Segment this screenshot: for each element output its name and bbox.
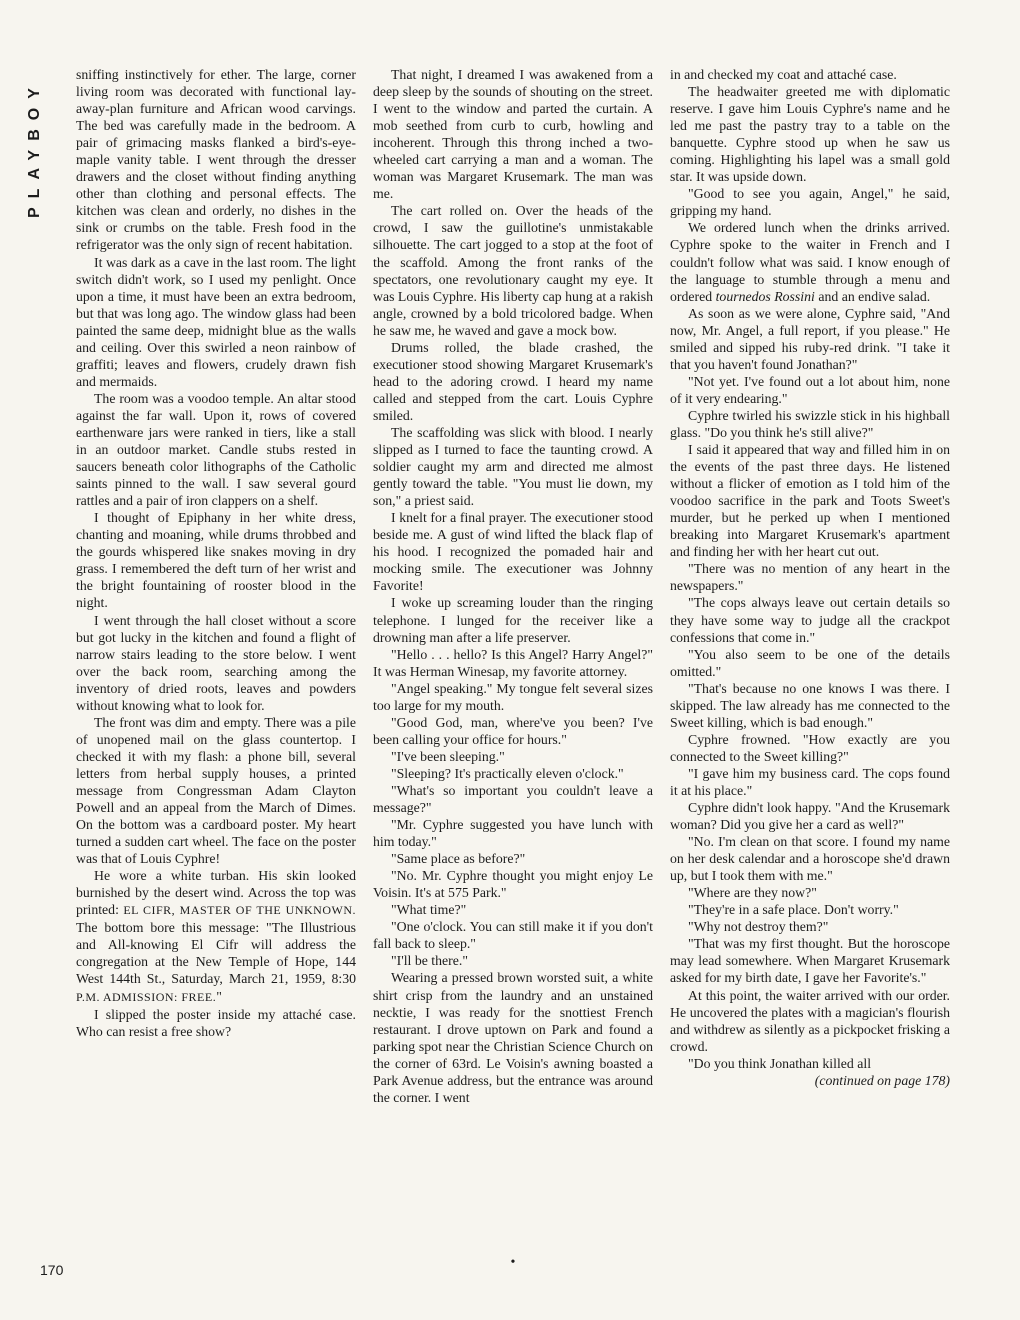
text-run: and an endive salad. [814,288,931,304]
text-run: The bottom bore this message: "The Illustrious and All-knowing El Cifr will address the congregation at the New Temple of Hope, 144 West 144th St., Saturday, March 21, 1959, 8:30 [76,920,356,987]
paragraph: I knelt for a final prayer. The executioner stood beside me. A gust of wind lifted the black flap of his hood. I recognized the pomaded hair and mocking smile. The executioner was Johnny Favorite! [373,510,653,594]
paragraph: "The cops always leave out certain details so they have some way to judge all the crackpot confessions that come in." [670,595,950,645]
paragraph: "I gave him my business card. The cops found it at his place." [670,765,950,798]
column-3 [670,66,950,1089]
paragraph: "Good to see you again, Angel," he said, gripping my hand. [670,186,950,219]
paragraph: "I've been sleeping." [391,748,505,764]
continued-line: (continued on page 178) [814,1072,950,1088]
paragraph [76,867,356,1005]
paragraph: Wearing a pressed brown worsted suit, a white shirt crisp from the laundry and an unstained necktie, I was ready for the snottiest French restaurant. I drove uptown on Park and found a parking spot near the Christian Science Church on the corner of 63rd. Le Voisin's awning boasted a Park Avenue address, but the entrance was around the corner. I went [373,970,653,1105]
paragraph: That night, I dreamed I was awakened from a deep sleep by the sounds of shouting on the street. I went to the window and parted the curtain. A mob seethed from curb to curb, howling and incoherent. Through this throng inched a two-wheeled cart carrying a man and a woman. The woman was Margaret Krusemark. The man was me. [373,67,653,202]
paragraph: The front was dim and empty. There was a pile of unopened mail on the glass countertop. I checked it with my flash: a phone bill, several letters from herbal supply houses, a printed message from Congressman Adam Clayton Powell and an appeal from the March of Dimes. On the bottom was a cardboard poster. My heart turned a sudden cart wheel. The face on the poster was that of Louis Cyphre! [76,714,356,867]
paragraph: "Hello . . . hello? Is this Angel? Harry Angel?" It was Herman Winesap, my favorite attorney. [373,646,653,679]
paragraph: At this point, the waiter arrived with our order. He uncovered the plates with a magician's flourish and withdrew as silently as a pickpocket frisking a crowd. [670,987,950,1054]
paragraph: sniffing instinctively for ether. The large, corner living room was decorated with functional lay-away-plan furniture and African wood carvings. The bed was carefully made in the bedroom. A pair of grimacing masks flanked a bird's-eye-maple vanity table. I went through the dresser drawers and the closet without finding anything other than clothing and personal effects. The kitchen was clean and orderly, no dishes in the sink or crumbs on the table. Fresh food in the refrigerator was the only sign of recent habitation. [76,67,356,253]
paragraph: "There was no mention of any heart in the newspapers." [670,561,950,594]
column-1 [76,66,356,1040]
paragraph: The scaffolding was slick with blood. I nearly slipped as I turned to face the taunting crowd. A soldier caught my arm and directed me almost gently toward the table. "You must lie down, my son," a priest said. [373,424,653,509]
paragraph: "No. Mr. Cyphre thought you might enjoy Le Voisin. It's at 575 Park." [373,868,653,901]
paragraph: "No. I'm clean on that score. I found my name on her desk calendar and a horoscope she'd drawn up, but I took them with me." [670,834,950,884]
poster-admission: P.M. ADMISSION: FREE. [76,989,217,1004]
paragraph [670,219,950,304]
paragraph: "That's because no one knows I was there. I skipped. The law already has me connected to the Sweet killing, which is bad enough." [670,680,950,730]
column-2 [373,66,653,1106]
paragraph: "What time?" [391,902,467,918]
paragraph: I said it appeared that way and filled him in on the events of the past three days. He listened without a flicker of emotion as I told him of the voodoo sacrifice in the park and Toots Sweet's murder, but he perked up when I mentioned breaking into Margaret Krusemark's apartment and finding her with her heart cut out. [670,442,950,560]
paragraph: I went through the hall closet without a score but got lucky in the kitchen and found a flight of narrow stairs leading to the store below. I went over the back room, searching among the inventory of dried roots, leaves and powders without knowing what to look for. [76,612,356,713]
paragraph: Cyphre twirled his swizzle stick in his highball glass. "Do you think he's still alive?" [670,407,950,440]
masthead: PLAYBOY [26,79,43,218]
paragraph: Drums rolled, the blade crashed, the executioner stood showing Margaret Krusemark's head to the adoring crowd. I heard my name called and stepped from the cart. Louis Cyphre smiled. [373,339,653,423]
paragraph: The cart rolled on. Over the heads of the crowd, I saw the guillotine's unmistakable silhouette. The cart jogged to a stop at the foot of the scaffold. Among the front ranks of the spectators, one revolutionary caught my eye. It was Louis Cyphre. His liberty cap hung at a rakish angle, crowned by a bold tricolored badge. When he saw me, he waved and gave a mock bow. [373,203,653,338]
poster-heading: EL CIFR, MASTER OF THE UNKNOWN. [123,903,356,918]
paragraph: Cyphre frowned. "How exactly are you connected to the Sweet killing?" [670,731,950,764]
paragraph: It was dark as a cave in the last room. The light switch didn't work, so I used my penlight. Once upon a time, it must have been an extra bedroom, but that was long ago. The window glass had been painted the same deep, midnight blue as the walls and ceiling. Over this swirled a neon rainbow of graffiti; leaves and flowers, crudely drawn fish and mermaids. [76,254,356,389]
paragraph: "That was my first thought. But the horoscope may lead somewhere. When Margaret Krusemark asked for my birth date, I gave her Favorite's." [670,936,950,986]
paragraph: "Sleeping? It's practically eleven o'clock." [391,765,624,781]
paragraph: "I'll be there." [391,953,468,969]
paragraph: "Where are they now?" [688,885,817,901]
paragraph: Cyphre didn't look happy. "And the Krusemark woman? Did you give her a card as well?" [670,800,950,833]
paragraph: "Not yet. I've found out a lot about him, none of it very endearing." [670,373,950,406]
text-run: We ordered lunch when the drinks arrived. Cyphre spoke to the waiter in French and I couldn't follow what was said. I know enough of the language to stumble through a menu and ordered [670,220,950,304]
paragraph: "You also seem to be one of the details omitted." [670,646,950,679]
paragraph: I woke up screaming louder than the ringing telephone. I lunged for the receiver like a drowning man after a life preserver. [373,595,653,645]
paragraph: "Mr. Cyphre suggested you have lunch with him today." [373,817,653,850]
paragraph: "Angel speaking." My tongue felt several sizes too large for my mouth. [373,680,653,713]
paragraph: I thought of Epiphany in her white dress, chanting and moaning, while drums throbbed and the gourds whispered like snakes moving in dry grass. I remembered the deft turn of her wrist and the bright fountaining of rooster blood in the night. [76,510,356,611]
paragraph: "Do you think Jonathan killed all [688,1055,872,1071]
paragraph: The room was a voodoo temple. An altar stood against the far wall. Upon it, rows of covered earthenware jars were ranked in tiers, like a stall in an outdoor market. Candle stubs rested in saucers beneath color lithographs of the Catholic saints pinned to the wall. I saw several gourd rattles and a pair of iron clappers on a shelf. [76,390,356,509]
paragraph: "Good God, man, where've you been? I've been calling your office for hours." [373,714,653,747]
paragraph: "One o'clock. You can still make it if you don't fall back to sleep." [373,919,653,952]
end-bullet: • [510,1255,516,1270]
text-run: He wore a white turban. His skin looked burnished by the desert wind. Across the top was printed: [76,868,356,918]
paragraph: "Why not destroy them?" [688,919,829,935]
paragraph: "What's so important you couldn't leave a message?" [373,782,653,816]
text-run: " [216,988,222,1004]
paragraph: in and checked my coat and attaché case. [670,67,897,82]
paragraph: "They're in a safe place. Don't worry." [688,902,899,918]
paragraph: As soon as we were alone, Cyphre said, "And now, Mr. Angel, a full report, if you please." He smiled and sipped his ruby-red drink. "I take it that you haven't found Jonathan?" [670,305,950,372]
dish-name: tournedos Rossini [715,288,815,304]
paragraph: The headwaiter greeted me with diplomatic reserve. I gave him Louis Cyphre's name and he led me past the pastry tray to a table on the banquette. Cyphre stood up when he saw us coming. Highlighting his lapel was a small gold star. It was upside down. [670,84,950,185]
paragraph: I slipped the poster inside my attaché case. Who can resist a free show? [76,1006,356,1039]
page-number: 170 [40,1262,64,1278]
paragraph: "Same place as before?" [391,851,526,867]
